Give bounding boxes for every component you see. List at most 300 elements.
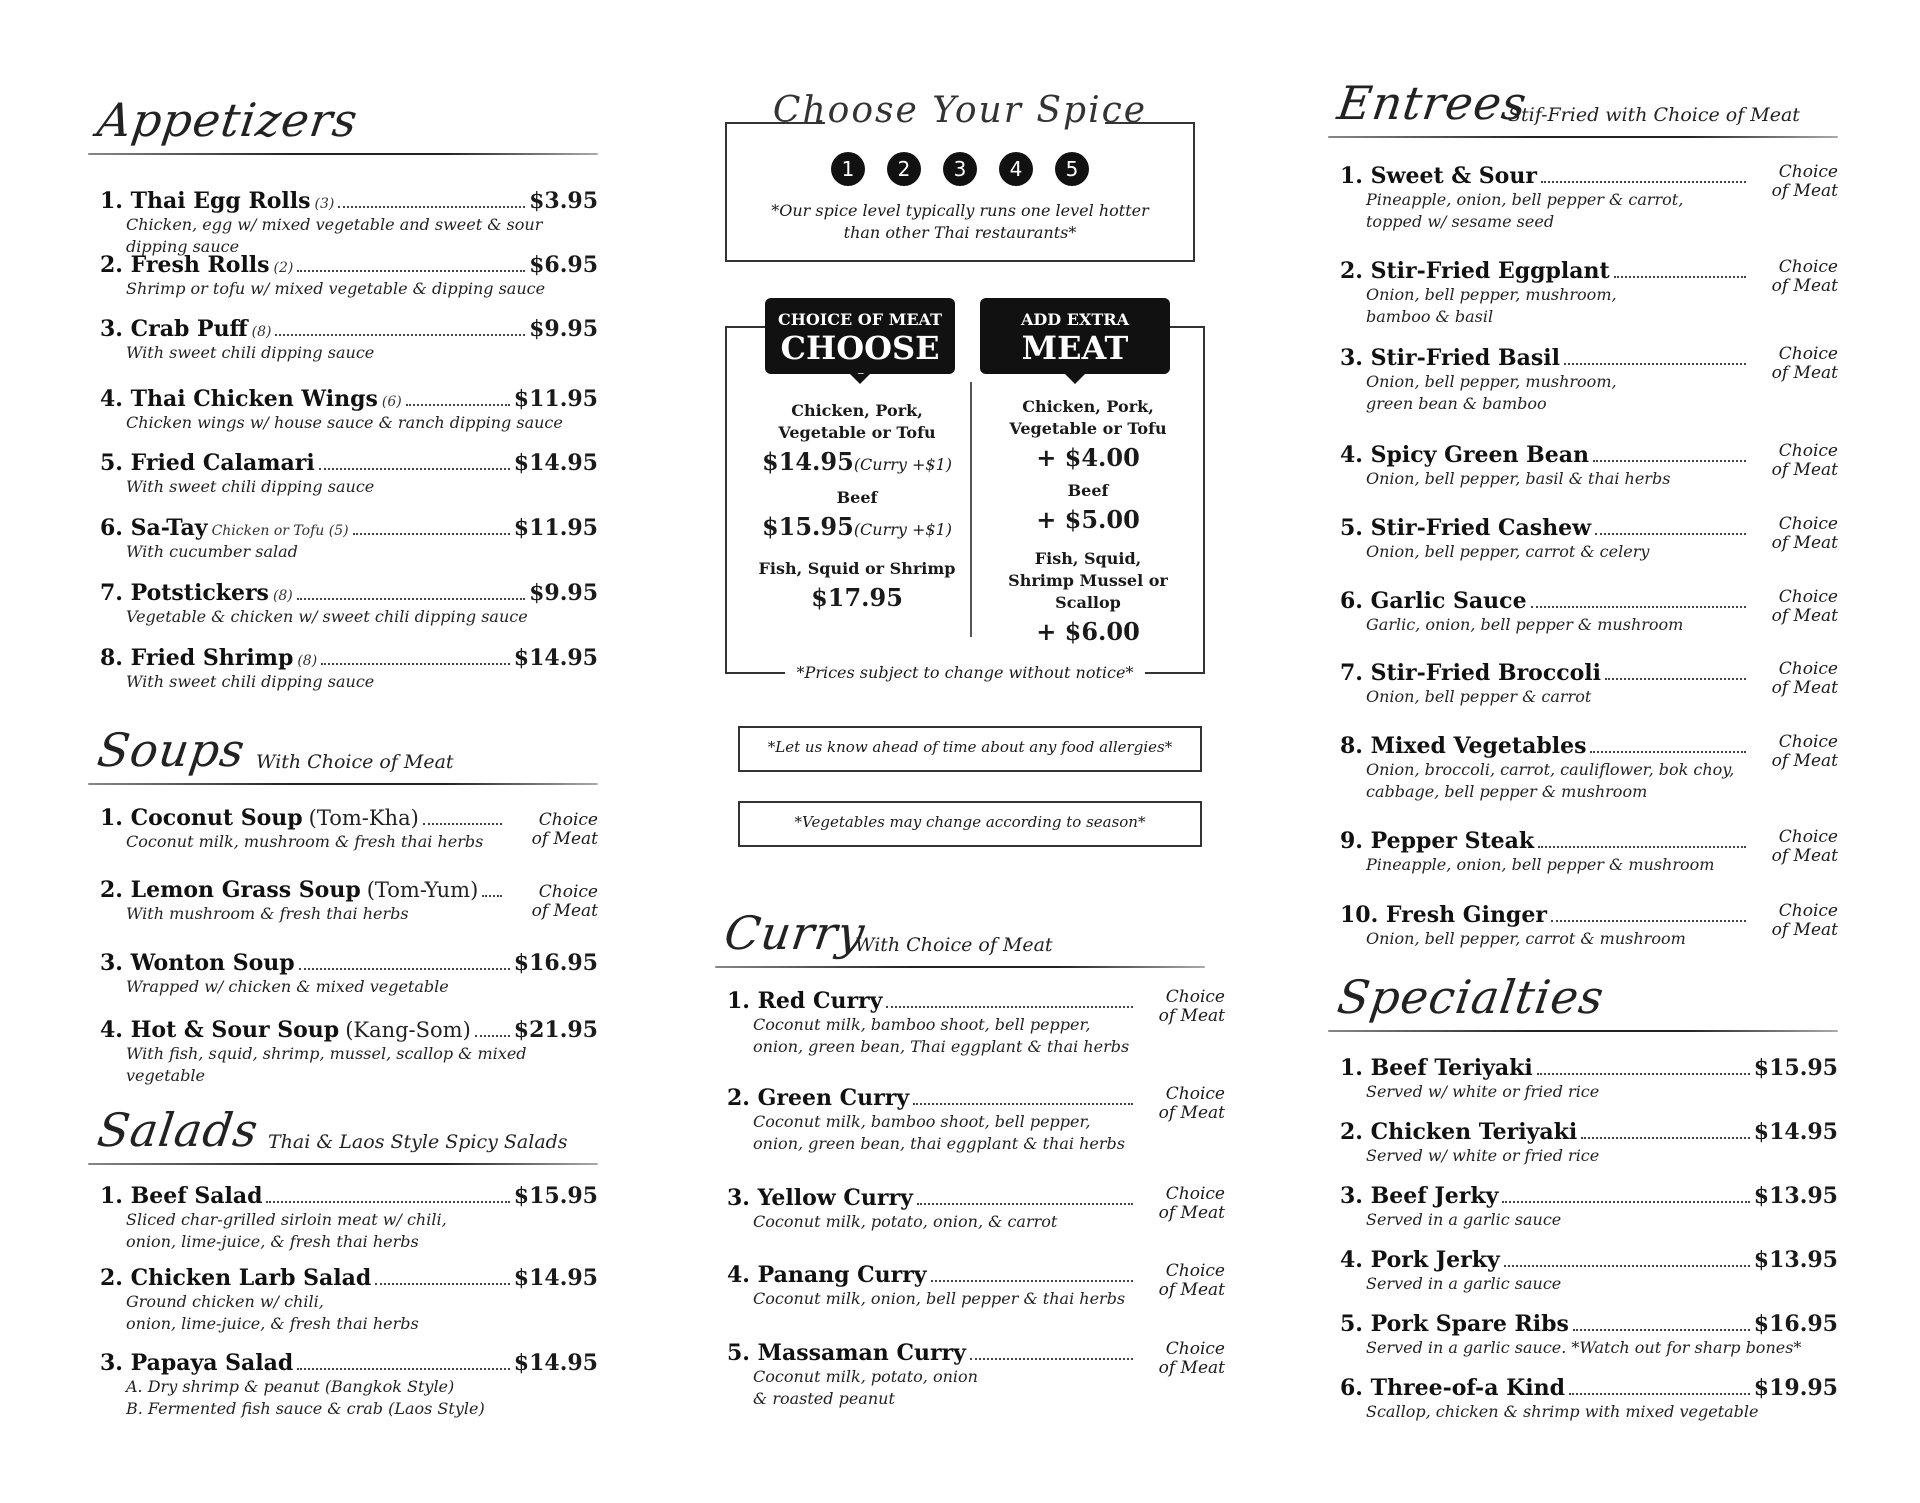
item-description: topped w/ sesame seed — [1366, 212, 1555, 231]
item-line — [100, 645, 598, 671]
item-description: Coconut milk, bamboo shoot, bell pepper, — [753, 1015, 1091, 1034]
menu-item — [100, 188, 598, 258]
item-line — [727, 1340, 1137, 1366]
leader-dots — [266, 1201, 509, 1203]
section-rule — [1328, 136, 1838, 138]
menu-item — [727, 988, 1225, 1058]
menu-item — [100, 1350, 598, 1420]
allergy-banner — [730, 722, 1210, 776]
leader-dots — [1605, 678, 1746, 680]
item-line — [1340, 733, 1750, 759]
menu-item — [100, 580, 598, 628]
item-name: 3. Wonton Soup — [100, 950, 295, 976]
frame-line — [738, 726, 1202, 728]
choose-one-tab — [765, 298, 955, 405]
item-description: Pineapple, onion, bell pepper & carrot, — [1366, 190, 1684, 209]
item-count: (8) — [272, 588, 293, 604]
section-rule — [88, 1163, 598, 1165]
item-line — [100, 1265, 598, 1291]
menu-item — [727, 1262, 1225, 1310]
meat-label: Beef — [1067, 481, 1109, 500]
price: $15.95 — [761, 512, 854, 541]
menu-item — [100, 950, 598, 998]
meat-price: $17.95 — [811, 583, 903, 612]
choice-of-meat: Choice of Meat — [1771, 659, 1838, 698]
item-description: With sweet chili dipping sauce — [126, 343, 375, 362]
salads-title: Salads — [94, 1103, 262, 1157]
menu-item — [727, 1185, 1225, 1233]
meat-label: Fish, Squid or Shrimp — [758, 559, 956, 578]
salads-header — [88, 1095, 598, 1165]
item-description: With sweet chili dipping sauce — [126, 672, 375, 691]
item-name: 2. Stir-Fried Eggplant — [1340, 258, 1610, 284]
item-description: Coconut milk, potato, onion, & carrot — [753, 1212, 1058, 1231]
item-description: bamboo & basil — [1366, 307, 1494, 326]
frame-line — [1193, 122, 1195, 262]
item-line — [1340, 163, 1750, 189]
leader-dots — [338, 206, 525, 208]
item-alt-name: (Tom-Kha) — [308, 806, 419, 830]
item-description: Onion, bell pepper, mushroom, — [1366, 372, 1617, 391]
leader-dots — [406, 404, 510, 406]
menu-item — [100, 645, 598, 693]
choice-of-meat: Choice of Meat — [1771, 344, 1838, 383]
item-name: 10. Fresh Ginger — [1340, 902, 1547, 928]
item-description: With sweet chili dipping sauce — [126, 477, 375, 496]
spice-box — [715, 90, 1205, 262]
leader-dots — [1502, 1201, 1749, 1203]
salads-subtitle: Thai & Laos Style Spicy Salads — [268, 1131, 568, 1153]
leader-dots — [353, 533, 510, 535]
season-banner — [730, 797, 1210, 851]
item-line — [100, 1350, 598, 1376]
item-name: 6. Three-of-a Kind — [1340, 1375, 1565, 1401]
item-price: $15.95 — [513, 1183, 598, 1209]
item-description: Shrimp or tofu w/ mixed vegetable & dipping sauce — [126, 279, 546, 298]
soups-header — [88, 715, 598, 785]
appetizers-header — [88, 85, 598, 155]
item-line — [100, 1017, 598, 1043]
item-name: 4. Panang Curry — [727, 1262, 927, 1288]
item-description: Vegetable & chicken w/ sweet chili dipping sauce — [126, 607, 528, 626]
menu-item — [1340, 442, 1838, 490]
item-description: Onion, bell pepper, carrot & celery — [1366, 542, 1650, 561]
item-price: $9.95 — [529, 316, 598, 342]
frame-line — [1203, 326, 1205, 674]
item-description: Chicken, egg w/ mixed vegetable and sweet & sour dipping sauce — [126, 215, 543, 256]
appetizers-title: Appetizers — [94, 93, 362, 147]
item-line — [100, 950, 598, 976]
item-description: Onion, broccoli, carrot, cauliflower, bok choy, — [1366, 760, 1735, 779]
curry-header — [715, 898, 1205, 968]
item-name: 4. Hot & Sour Soup — [100, 1017, 340, 1043]
curry-extra: (Curry +$1) — [853, 455, 953, 474]
leader-dots — [482, 895, 502, 897]
item-name: 1. Beef Salad — [100, 1183, 263, 1209]
item-price: $6.95 — [529, 252, 598, 278]
menu-item — [1340, 1055, 1838, 1103]
extra-price: + $6.00 — [1036, 617, 1140, 646]
leader-dots — [1593, 460, 1746, 462]
item-description: Served w/ white or fried rice — [1366, 1146, 1600, 1165]
item-line — [100, 316, 598, 342]
frame-line — [738, 845, 1202, 847]
leader-dots — [1537, 1073, 1750, 1075]
frame-line — [738, 770, 1202, 772]
item-price: $13.95 — [1753, 1247, 1838, 1273]
menu-item — [100, 1017, 598, 1087]
menu-item — [100, 1265, 598, 1335]
item-description: & roasted peanut — [753, 1389, 895, 1408]
item-description: With mushroom & fresh thai herbs — [126, 904, 409, 923]
leader-dots — [1581, 1137, 1750, 1139]
entrees-header — [1328, 68, 1838, 138]
spice-levels — [715, 152, 1205, 186]
item-description: Served in a garlic sauce — [1366, 1274, 1562, 1293]
item-line — [1340, 345, 1750, 371]
item-alt-name: (Tom-Yum) — [366, 878, 479, 902]
leader-dots — [931, 1280, 1133, 1282]
leader-dots — [1573, 1329, 1750, 1331]
menu-item — [1340, 345, 1838, 415]
curry-subtitle: With Choice of Meat — [855, 934, 1053, 956]
item-description: Scallop, chicken & shrimp with mixed vegetable — [1366, 1402, 1759, 1421]
menu-item — [100, 386, 598, 434]
item-name: 1. Coconut Soup — [100, 805, 303, 831]
item-name: 7. Potstickers — [100, 580, 269, 606]
choice-of-meat: Choice of Meat — [531, 810, 598, 849]
item-line — [727, 1085, 1137, 1111]
spice-level-1: 1 — [831, 152, 865, 186]
menu-item — [1340, 515, 1838, 563]
item-line — [1340, 515, 1750, 541]
item-line — [727, 1262, 1137, 1288]
item-name: 4. Spicy Green Bean — [1340, 442, 1589, 468]
season-note: *Vegetables may change according to season* — [794, 813, 1146, 831]
menu-item — [727, 1085, 1225, 1155]
leader-dots — [297, 1368, 509, 1370]
menu-item — [1340, 1375, 1838, 1423]
item-line — [100, 252, 598, 278]
meat-price — [742, 444, 972, 483]
item-line — [1340, 828, 1750, 854]
item-price: $14.95 — [1753, 1119, 1838, 1145]
item-alt-name: (Kang-Som) — [345, 1018, 471, 1042]
item-description: green bean & bamboo — [1366, 394, 1547, 413]
item-description: Coconut milk, potato, onion — [753, 1367, 978, 1386]
frame-line — [725, 260, 1195, 262]
item-price: $21.95 — [513, 1017, 598, 1043]
item-line — [1340, 660, 1750, 686]
menu-item — [1340, 733, 1838, 803]
item-price: $16.95 — [513, 950, 598, 976]
item-description: Garlic, onion, bell pepper & mushroom — [1366, 615, 1684, 634]
leader-dots — [1569, 1393, 1750, 1395]
leader-dots — [1614, 276, 1746, 278]
menu-item — [1340, 828, 1838, 876]
item-count: (2) — [273, 260, 294, 276]
item-line — [100, 188, 598, 214]
item-line — [100, 515, 598, 541]
leader-dots — [375, 1283, 510, 1285]
spice-title: Choose Your Spice — [772, 90, 1148, 131]
item-description: With fish, squid, shrimp, mussel, scallop & mixed vegetable — [126, 1044, 527, 1085]
item-name: 5. Massaman Curry — [727, 1340, 966, 1366]
item-description: Chicken wings w/ house sauce & ranch dipping sauce — [126, 413, 563, 432]
meat-price-column — [742, 400, 972, 616]
item-price: $14.95 — [513, 1350, 598, 1376]
leader-dots — [1541, 181, 1746, 183]
section-rule — [1328, 1030, 1838, 1032]
allergy-note: *Let us know ahead of time about any food allergies* — [767, 738, 1173, 756]
item-description: Wrapped w/ chicken & mixed vegetable — [126, 977, 449, 996]
item-description: Onion, bell pepper & carrot — [1366, 687, 1592, 706]
item-name: 8. Fried Shrimp — [100, 645, 294, 671]
specialties-header — [1328, 962, 1838, 1032]
item-description: cabbage, bell pepper & mushroom — [1366, 782, 1648, 801]
leader-dots — [321, 663, 510, 665]
leader-dots — [297, 270, 525, 272]
choice-of-meat: Choice of Meat — [1771, 587, 1838, 626]
item-description: Coconut milk, bamboo shoot, bell pepper, — [753, 1112, 1091, 1131]
spice-level-4: 4 — [999, 152, 1033, 186]
leader-dots — [1538, 846, 1746, 848]
choice-of-meat: Choice of Meat — [1158, 987, 1225, 1026]
item-line — [727, 1185, 1137, 1211]
menu-item — [100, 1183, 598, 1253]
item-price: $16.95 — [1753, 1311, 1838, 1337]
item-price: $15.95 — [1753, 1055, 1838, 1081]
choice-of-meat: Choice of Meat — [1158, 1261, 1225, 1300]
item-name: 1. Beef Teriyaki — [1340, 1055, 1533, 1081]
choice-of-meat: Choice of Meat — [1158, 1184, 1225, 1223]
leader-dots — [1564, 363, 1746, 365]
item-name: 4. Pork Jerky — [1340, 1247, 1500, 1273]
menu-item — [1340, 1247, 1838, 1295]
item-price: $14.95 — [513, 450, 598, 476]
price-notice: *Prices subject to change without notice* — [796, 663, 1134, 682]
leader-dots — [275, 334, 525, 336]
choice-of-meat: Choice of Meat — [1158, 1339, 1225, 1378]
leader-dots — [297, 598, 525, 600]
tab-big-label: CHOOSE 1 — [780, 329, 940, 405]
price: $14.95 — [761, 447, 854, 476]
soups-subtitle: With Choice of Meat — [256, 751, 454, 773]
item-description: onion, lime-juice, & fresh thai herbs — [126, 1232, 419, 1251]
item-name: 3. Stir-Fried Basil — [1340, 345, 1560, 371]
meat-label: Fish, Squid, Shrimp Mussel or Scallop — [1008, 549, 1168, 612]
menu-item — [100, 316, 598, 364]
choice-of-meat: Choice of Meat — [1158, 1084, 1225, 1123]
item-price: $3.95 — [529, 188, 598, 214]
item-description: Coconut milk, mushroom & fresh thai herbs — [126, 832, 484, 851]
meat-label: Chicken, Pork, Vegetable or Tofu — [1009, 397, 1167, 438]
menu-item — [100, 450, 598, 498]
item-line — [1340, 1055, 1838, 1081]
tab-small-label: ADD EXTRA — [1021, 310, 1129, 329]
item-name: 8. Mixed Vegetables — [1340, 733, 1587, 759]
item-price: $14.95 — [513, 645, 598, 671]
menu-item — [1340, 1311, 1838, 1359]
frame-line — [738, 801, 1202, 803]
item-price: $11.95 — [513, 386, 598, 412]
section-rule — [715, 966, 1205, 968]
choice-of-meat: Choice of Meat — [1771, 441, 1838, 480]
item-description: With cucumber salad — [126, 542, 298, 561]
menu-item — [1340, 660, 1838, 708]
tab-small-label: CHOICE OF MEAT — [778, 310, 942, 329]
item-name: 6. Sa-Tay — [100, 515, 208, 541]
leader-dots — [1531, 606, 1746, 608]
item-name: 1. Thai Egg Rolls — [100, 188, 311, 214]
item-name: 7. Stir-Fried Broccoli — [1340, 660, 1602, 686]
item-name: 5. Pork Spare Ribs — [1340, 1311, 1569, 1337]
menu-item — [1340, 163, 1838, 233]
extra-meat-column — [973, 396, 1203, 650]
leader-dots — [1504, 1265, 1750, 1267]
item-count: Chicken or Tofu (5) — [211, 523, 349, 539]
item-price: $11.95 — [513, 515, 598, 541]
item-line — [1340, 258, 1750, 284]
add-extra-tab — [980, 298, 1170, 374]
leader-dots — [319, 468, 510, 470]
item-line — [1340, 1375, 1838, 1401]
item-name: 2. Green Curry — [727, 1085, 910, 1111]
soups-title: Soups — [94, 723, 249, 777]
meat-box — [715, 292, 1215, 682]
leader-dots — [970, 1358, 1133, 1360]
item-line — [727, 988, 1137, 1014]
item-description: Onion, bell pepper, basil & thai herbs — [1366, 469, 1671, 488]
menu-item — [1340, 902, 1838, 950]
item-name: 4. Thai Chicken Wings — [100, 386, 378, 412]
choice-of-meat: Choice of Meat — [1771, 827, 1838, 866]
item-name: 2. Chicken Larb Salad — [100, 1265, 372, 1291]
choice-of-meat: Choice of Meat — [1771, 514, 1838, 553]
curry-extra: (Curry +$1) — [853, 520, 953, 539]
item-price: $14.95 — [513, 1265, 598, 1291]
frame-line — [725, 326, 727, 674]
leader-dots — [913, 1103, 1133, 1105]
item-name: 5. Fried Calamari — [100, 450, 315, 476]
menu-item — [100, 252, 598, 300]
item-description: Onion, bell pepper, carrot & mushroom — [1366, 929, 1686, 948]
item-description: onion, green bean, Thai eggplant & thai herbs — [753, 1037, 1130, 1056]
item-name: 6. Garlic Sauce — [1340, 588, 1527, 614]
item-price: $9.95 — [529, 580, 598, 606]
item-description: Onion, bell pepper, mushroom, — [1366, 285, 1617, 304]
menu-item — [1340, 588, 1838, 636]
leader-dots — [423, 823, 502, 825]
item-description: Served in a garlic sauce. *Watch out for sharp bones* — [1366, 1338, 1802, 1357]
frame-line — [725, 122, 727, 262]
item-count: (8) — [251, 324, 272, 340]
leader-dots — [886, 1006, 1133, 1008]
menu-item — [1340, 1119, 1838, 1167]
item-count: (3) — [314, 196, 335, 212]
item-line — [100, 580, 598, 606]
extra-price: + $4.00 — [1036, 443, 1140, 472]
item-line — [1340, 1119, 1838, 1145]
leader-dots — [1595, 533, 1746, 535]
item-name: 1. Red Curry — [727, 988, 883, 1014]
section-rule — [88, 783, 598, 785]
item-line — [1340, 442, 1750, 468]
leader-dots — [917, 1203, 1133, 1205]
item-description: Served in a garlic sauce — [1366, 1210, 1562, 1229]
item-description: onion, green bean, thai eggplant & thai herbs — [753, 1134, 1125, 1153]
menu-item — [1340, 258, 1838, 328]
item-count: (6) — [381, 394, 402, 410]
choice-of-meat: Choice of Meat — [1771, 901, 1838, 940]
choice-of-meat: Choice of Meat — [1771, 732, 1838, 771]
item-line — [100, 450, 598, 476]
meat-price — [742, 509, 972, 548]
item-name: 3. Yellow Curry — [727, 1185, 913, 1211]
spice-level-5: 5 — [1055, 152, 1089, 186]
choice-of-meat: Choice of Meat — [1771, 257, 1838, 296]
menu-item — [100, 877, 598, 925]
item-line — [1340, 902, 1750, 928]
leader-dots — [1590, 751, 1746, 753]
menu-item — [100, 515, 598, 563]
entrees-subtitle: Stif-Fried with Choice of Meat — [1508, 104, 1800, 126]
item-count: (8) — [297, 653, 318, 669]
item-description: B. Fermented fish sauce & crab (Laos Style) — [126, 1399, 485, 1418]
item-price: $19.95 — [1753, 1375, 1838, 1401]
item-description: Served w/ white or fried rice — [1366, 1082, 1600, 1101]
item-name: 9. Pepper Steak — [1340, 828, 1535, 854]
specialties-title: Specialties — [1334, 970, 1608, 1024]
tab-big-label: MEAT — [1021, 329, 1129, 367]
choice-of-meat: Choice of Meat — [1771, 162, 1838, 201]
item-name: 1. Sweet & Sour — [1340, 163, 1537, 189]
item-name: 3. Crab Puff — [100, 316, 248, 342]
item-name: 2. Lemon Grass Soup — [100, 877, 361, 903]
meat-label: Chicken, Pork, Vegetable or Tofu — [778, 401, 936, 442]
item-line — [1340, 1311, 1838, 1337]
item-description: A. Dry shrimp & peanut (Bangkok Style) — [126, 1377, 455, 1396]
leader-dots — [475, 1035, 510, 1037]
curry-title: Curry — [721, 906, 869, 960]
item-description: Pineapple, onion, bell pepper & mushroom — [1366, 855, 1715, 874]
menu-item — [1340, 1183, 1838, 1231]
item-line — [1340, 1183, 1838, 1209]
item-description: onion, lime-juice, & fresh thai herbs — [126, 1314, 419, 1333]
item-description: Ground chicken w/ chili, — [126, 1292, 324, 1311]
item-description: Coconut milk, onion, bell pepper & thai herbs — [753, 1289, 1126, 1308]
item-description: Sliced char-grilled sirloin meat w/ chili, — [126, 1210, 447, 1229]
item-price: $13.95 — [1753, 1183, 1838, 1209]
leader-dots — [1551, 920, 1746, 922]
item-name: 3. Beef Jerky — [1340, 1183, 1499, 1209]
leader-dots — [299, 968, 510, 970]
spice-level-2: 2 — [887, 152, 921, 186]
extra-price: + $5.00 — [1036, 505, 1140, 534]
item-name: 5. Stir-Fried Cashew — [1340, 515, 1592, 541]
choice-of-meat: Choice of Meat — [531, 882, 598, 921]
item-name: 3. Papaya Salad — [100, 1350, 294, 1376]
meat-label: Beef — [836, 488, 878, 507]
spice-level-3: 3 — [943, 152, 977, 186]
frame-line — [1165, 326, 1205, 328]
menu-item — [100, 805, 598, 853]
item-name: 2. Chicken Teriyaki — [1340, 1119, 1578, 1145]
item-line — [100, 1183, 598, 1209]
item-line — [1340, 1247, 1838, 1273]
section-rule — [88, 153, 598, 155]
spice-note: *Our spice level typically runs one level hotter than other Thai restaurants* — [771, 201, 1149, 242]
